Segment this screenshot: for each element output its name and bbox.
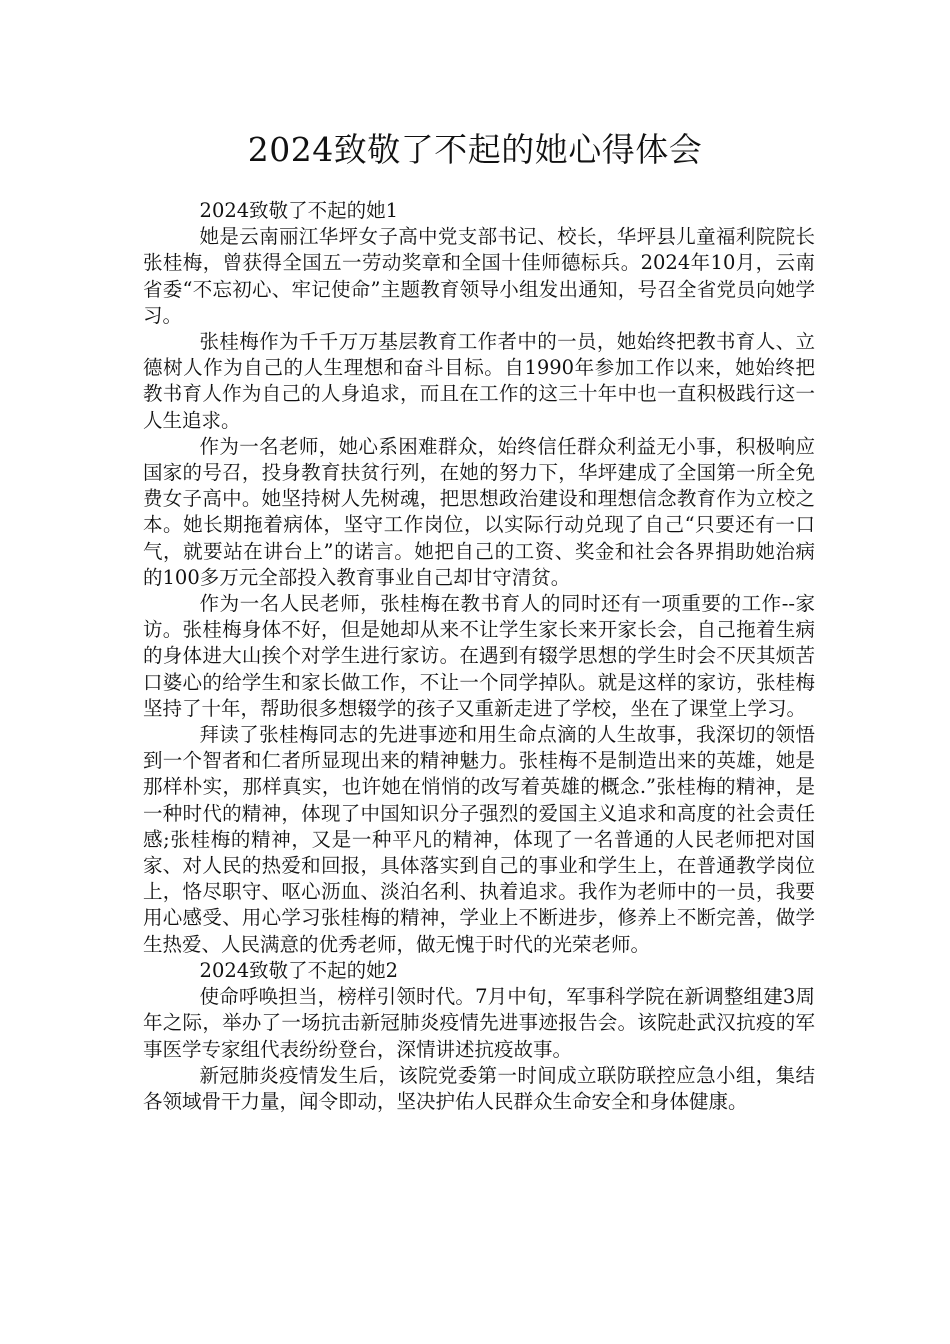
document-body <box>143 198 815 1115</box>
paragraph: 使命呼唤担当，榜样引领时代。7月中旬，军事科学院在新调整组建3周年之际，举办了一场抗击新冠肺炎疫情先进事迹报告会。该院赴武汉抗疫的军事医学专家组代表纷纷登台，深情讲述抗疫故事。 <box>143 985 815 1061</box>
paragraph: 她是云南丽江华坪女子高中党支部书记、校长，华坪县儿童福利院院长张桂梅，曾获得全国五一劳动奖章和全国十佳师德标兵。2024年10月，云南省委“不忘初心、牢记使命”主题教育领导小组发出通知，号召全省党员向她学习。 <box>143 225 815 327</box>
paragraph: 拜读了张桂梅同志的先进事迹和用生命点滴的人生故事，我深切的领悟到一个智者和仁者所显现出来的精神魅力。张桂梅不是制造出来的英雄，她是那样朴实，那样真实，也许她在悄悄的改写着英雄的概念.”张桂梅的精神，是一种时代的精神，体现了中国知识分子强烈的爱国主义追求和高度的社会责任感;张桂梅的精神，又是一种平凡的精神，体现了一名普通的人民老师把对国家、对人民的热爱和回报，具体落实到自己的事业和学生上，在普通教学岗位上，恪尽职守、呕心沥血、淡泊名利、执着追求。我作为老师中的一员，我要用心感受、用心学习张桂梅的精神，学业上不断进步，修养上不断完善，做学生热爱、人民满意的优秀老师，做无愧于时代的光荣老师。 <box>143 723 815 956</box>
paragraph: 作为一名老师，她心系困难群众，始终信任群众利益无小事，积极响应国家的号召，投身教育扶贫行列，在她的努力下，华坪建成了全国第一所全免费女子高中。她坚持树人先树魂，把思想政治建设和理想信念教育作为立校之本。她长期拖着病体，坚守工作岗位，以实际行动兑现了自己“只要还有一口气，就要站在讲台上”的诺言。她把自己的工资、奖金和社会各界捐助她治病的100多万元全部投入教育事业自己却甘守清贫。 <box>143 434 815 589</box>
paragraph: 作为一名人民老师，张桂梅在教书育人的同时还有一项重要的工作--家访。张桂梅身体不好，但是她却从来不让学生家长来开家长会，自己拖着生病的身体进大山挨个对学生进行家访。在遇到有辍学思想的学生时会不厌其烦苦口婆心的给学生和家长做工作，不让一个同学掉队。就是这样的家访，张桂梅坚持了十年，帮助很多想辍学的孩子又重新走进了学校，坐在了课堂上学习。 <box>143 592 815 720</box>
section-heading-2: 2024致敬了不起的她2 <box>199 958 399 982</box>
paragraph: 张桂梅作为千千万万基层教育工作者中的一员，她始终把教书育人、立德树人作为自己的人生理想和奋斗目标。自1990年参加工作以来，她始终把教书育人作为自己的人身追求，而且在工作的这三十年中也一直积极践行这一人生追求。 <box>143 330 815 432</box>
paragraph: 新冠肺炎疫情发生后，该院党委第一时间成立联防联控应急小组，集结各领域骨干力量，闻令即动，坚决护佑人民群众生命安全和身体健康。 <box>143 1063 815 1113</box>
section-heading-1: 2024致敬了不起的她1 <box>199 199 399 222</box>
document-title: 2024致敬了不起的她心得体会 <box>247 130 703 169</box>
